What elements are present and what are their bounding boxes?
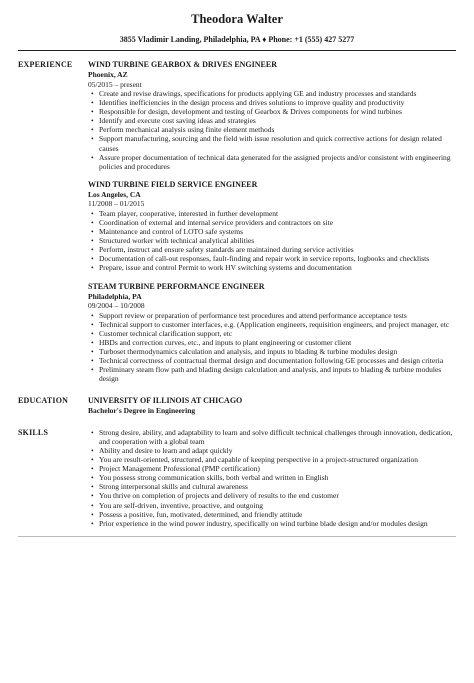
bullet-item: • Identifies inefficiencies in the design process and drives solutions to improve quality and productivity bbox=[99, 98, 456, 107]
bullet-item: • Coordination of external and internal service providers and contractors on site bbox=[99, 218, 456, 227]
section-label-skills: SKILLS bbox=[18, 427, 49, 437]
job-title: STEAM TURBINE PERFORMANCE ENGINEER bbox=[88, 281, 265, 291]
job-location: Phoenix, AZ bbox=[88, 70, 128, 79]
contact-line: 3855 Vladimir Landing, Philadelphia, PA ♦ Phone: +1 (555) 427 5277 bbox=[119, 35, 355, 44]
experience-body bbox=[88, 60, 456, 392]
bullet-item: • Customer technical clarification support, etc bbox=[99, 329, 456, 338]
bullet-item: • Assure proper documentation of technical data generated for the assigned projects and/or consistent with engineering policies and procedures bbox=[99, 153, 456, 171]
skills-list bbox=[88, 428, 456, 528]
school-name: UNIVERSITY OF ILLINOIS AT CHICAGO bbox=[88, 396, 243, 406]
job-title: WIND TURBINE FIELD SERVICE ENGINEER bbox=[88, 179, 258, 189]
skill-item: • You thrive on completion of projects and delivery of results to the end customer bbox=[99, 491, 456, 500]
bullet-item: • Responsible for design, development and testing of Gearbox & Drives components for wind turbines bbox=[99, 107, 456, 116]
skills-section bbox=[18, 428, 456, 528]
bullet-item: • Team player, cooperative, interested in further development bbox=[99, 209, 456, 218]
bullet-item: • Perform mechanical analysis using finite element methods bbox=[99, 125, 456, 134]
bullet-item: • Prepare, issue and control Permit to work HV switching systems and documentation bbox=[99, 263, 456, 272]
bullet-item: • HBDs and correction curves, etc., and inputs to plant engineering or customer client bbox=[99, 338, 456, 347]
bullet-item: • Support review or preparation of performance test procedures and attend performance acceptance tests bbox=[99, 311, 456, 320]
skills-body bbox=[88, 428, 456, 528]
skill-item: • You are result-oriented, structured, and capable of keeping perspective in a project-structured organization bbox=[99, 455, 456, 464]
footer-divider bbox=[18, 536, 456, 537]
experience-section bbox=[18, 60, 456, 392]
bullet-item: • Technical support to customer interfaces, e.g. (Application engineers, requisition engineers, and project manager, etc bbox=[99, 320, 456, 329]
skill-item: • Ability and desire to learn and adapt quickly bbox=[99, 446, 456, 455]
bullet-item: • Documentation of call-out responses, fault-finding and repair work in service reports, logbooks and checklists bbox=[99, 254, 456, 263]
job-dates: 09/2004 – 10/2008 bbox=[88, 301, 145, 310]
job-title: WIND TURBINE GEARBOX & DRIVES ENGINEER bbox=[88, 60, 277, 69]
job-bullets bbox=[88, 209, 456, 273]
skill-item: • Project Management Professional (PMP certification) bbox=[99, 464, 456, 473]
job-entry bbox=[88, 282, 456, 384]
skill-item: • You possess strong communication skills, both verbal and written in English bbox=[99, 473, 456, 482]
job-dates: 05/2015 – present bbox=[88, 79, 142, 89]
bullet-item: • Turboset thermodynamics calculation and analysis, and inputs to blading & turbine modules design bbox=[99, 347, 456, 356]
job-bullets bbox=[88, 89, 456, 171]
skill-item: • Strong interpersonal skills and cultural awareness bbox=[99, 482, 456, 491]
education-body bbox=[88, 396, 456, 416]
bullet-item: • Maintenance and control of LOTO safe systems bbox=[99, 227, 456, 236]
bullet-item: • Support manufacturing, sourcing and the field with issue resolution and quick corrective actions for design related causes bbox=[99, 134, 456, 152]
skill-item: • Strong desire, ability, and adaptability to learn and solve difficult technical challenges through innovation, dedication, and cooperation with a global team bbox=[99, 428, 456, 446]
job-entry bbox=[88, 180, 456, 273]
header-divider bbox=[18, 50, 456, 51]
candidate-name: Theodora Walter bbox=[191, 12, 283, 26]
bullet-item: • Create and revise drawings, specifications for products applying GE and industry processes and standards bbox=[99, 89, 456, 98]
degree-name: Bachelor's Degree in Engineering bbox=[88, 406, 196, 416]
education-section bbox=[18, 396, 456, 416]
skill-item: • You are self-driven, inventive, proactive, and outgoing bbox=[99, 501, 456, 510]
bullet-item: • Preliminary steam flow path and blading design calculation and analysis, and inputs to blading & turbine modules design bbox=[99, 365, 456, 383]
section-label-education: EDUCATION bbox=[18, 396, 69, 406]
job-location: Philadelphia, PA bbox=[88, 291, 142, 301]
section-label-experience: EXPERIENCE bbox=[18, 60, 73, 69]
job-location: Los Angeles, CA bbox=[88, 189, 141, 199]
bullet-item: • Perform, instruct and ensure safety standards are maintained during service activities bbox=[99, 245, 456, 254]
bullet-item: • Identify and execute cost saving ideas and strategies bbox=[99, 116, 456, 125]
bullet-item: • Structured worker with technical analytical abilities bbox=[99, 236, 456, 245]
job-entry bbox=[88, 60, 456, 171]
skill-item: • Possess a positive, fun, motivated, determined, and friendly attitude bbox=[99, 510, 456, 519]
job-bullets bbox=[88, 311, 456, 384]
skill-item: • Prior experience in the wind power industry, specifically on wind turbine blade design and/or modules design bbox=[99, 519, 456, 528]
bullet-item: • Technical correctness of contractual thermal design and documentation following GE processes and design criteria bbox=[99, 356, 456, 365]
job-dates: 11/2008 – 01/2015 bbox=[88, 199, 145, 209]
